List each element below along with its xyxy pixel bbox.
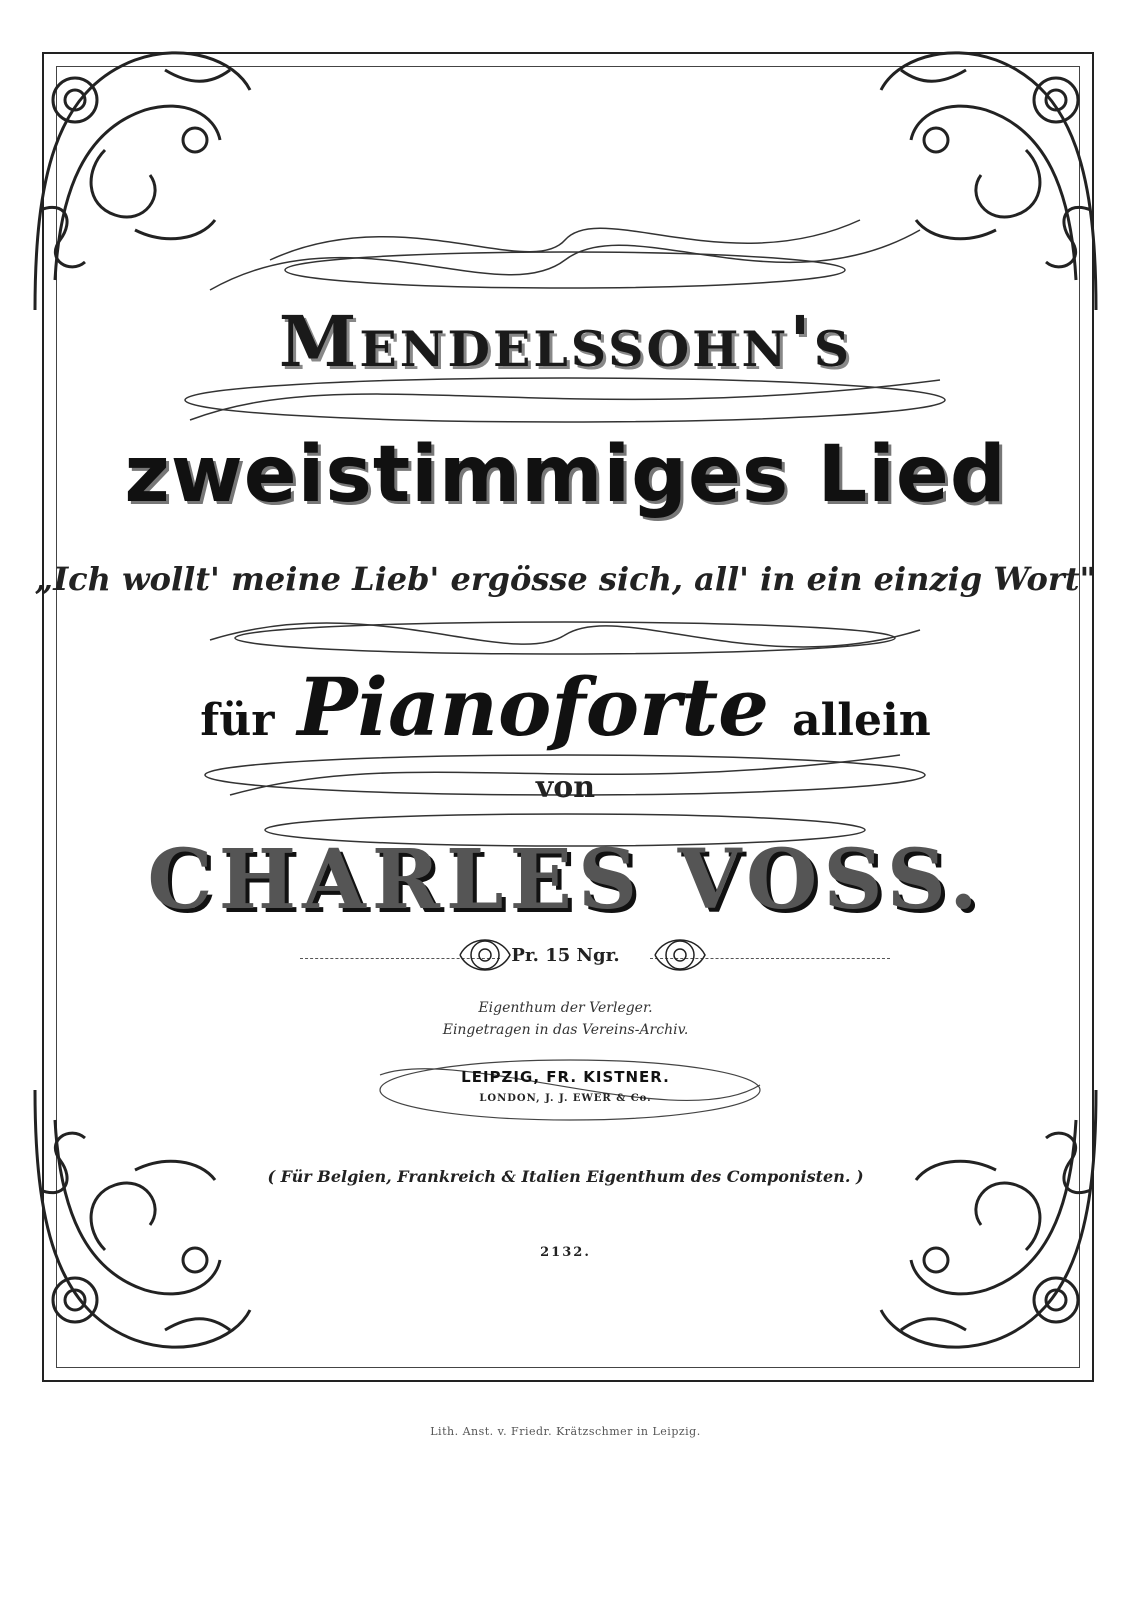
plate-number: 2132. xyxy=(540,1245,591,1260)
instrument-suffix: allein xyxy=(792,695,931,746)
instrument-name: Pianoforte xyxy=(297,660,770,754)
corner-ornament-bottom-left xyxy=(15,1070,265,1370)
title-mendelssohn: Mendelssohn's xyxy=(278,300,853,383)
rights-line-1: Eigenthum der Verleger. xyxy=(478,1000,653,1016)
lithographer-credit: Lith. Anst. v. Friedr. Krätzschmer in Leipzig. xyxy=(430,1425,701,1438)
copyright-note: ( Für Belgien, Frankreich & Italien Eigenthum des Componisten. ) xyxy=(267,1167,864,1186)
publisher-london: LONDON, J. J. EWER & Co. xyxy=(479,1093,652,1104)
price-label: Pr. 15 Ngr. xyxy=(511,945,620,966)
instrument-prefix: für xyxy=(200,695,275,746)
corner-ornament-bottom-right xyxy=(866,1070,1116,1370)
title-von: von xyxy=(535,770,596,805)
publisher-leipzig: LEIPZIG, FR. KISTNER. xyxy=(461,1068,670,1086)
flourish-publisher xyxy=(360,1045,780,1135)
rights-line-2: Eingetragen in das Vereins-Archiv. xyxy=(442,1022,689,1038)
title-quote: „Ich wollt' meine Lieb' ergösse sich, all' in ein einzig Wort" xyxy=(34,560,1097,598)
title-zweistimmiges-lied: zweistimmiges Lied xyxy=(124,430,1007,520)
author-name: CHARLES VOSS. xyxy=(147,832,984,928)
title-instrument-line xyxy=(0,660,1131,754)
